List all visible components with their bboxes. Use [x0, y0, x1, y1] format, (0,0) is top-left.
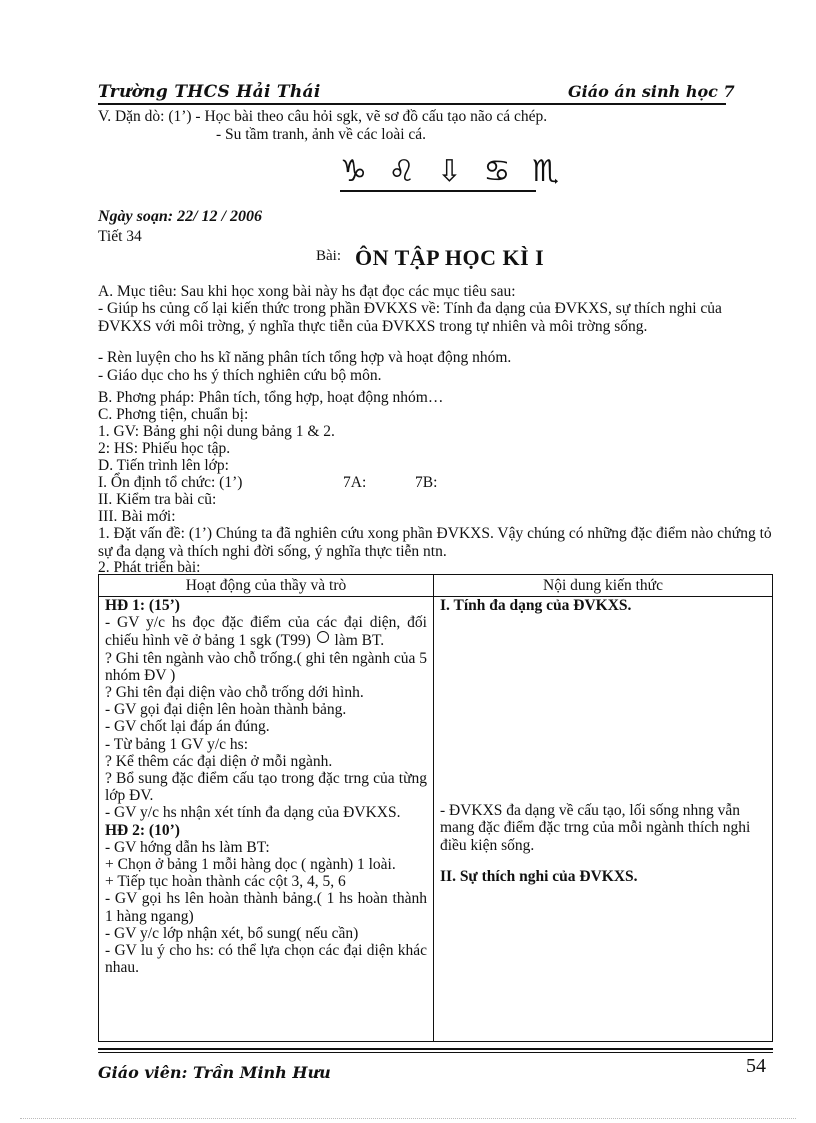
footer-divider	[98, 1048, 773, 1050]
content-heading-1: I. Tính đa dạng của ĐVKXS.	[440, 597, 632, 614]
activity-hd2-title: HĐ 2: (10’)	[105, 821, 180, 839]
list-item: - GV chốt lại đáp án đúng.	[105, 718, 270, 736]
objectives-heading: A. Mục tiêu: Sau khi học xong bài này hs đạt đọc các mục tiêu sau:	[98, 283, 516, 300]
objective-1: - Giúp hs củng cố lại kiến thức trong phần ĐVKXS về: Tính đa dạng của ĐVKXS, sự thích nghi của ĐVKXS với môi trờng, ý nghĩa thực tiễn của ĐVKXS trong tự nhiên và môi trờng sống.	[98, 300, 722, 335]
table-header-content: Nội dung kiến thức	[434, 575, 773, 597]
ornament-underline	[340, 190, 536, 192]
list-item: - Từ bảng 1 GV y/c hs:	[105, 735, 249, 753]
class-7a: 7A:	[343, 474, 367, 491]
title-label: Bài:	[316, 248, 341, 264]
page-number: 54	[746, 1055, 766, 1077]
content-cell	[434, 597, 773, 1042]
list-item: ? Bổ sung đặc điểm cấu tạo trong đặc trng của từng lớp ĐV.	[105, 770, 427, 805]
list-item: ? Ghi tên đại diện vào chỗ trống dới hình.	[105, 684, 364, 702]
table-header-row	[99, 575, 773, 597]
list-item: - GV y/c hs đọc đặc điểm của các đại diện, đối chiếu hình vẽ ở bảng 1 sgk (T99) làm BT.	[105, 614, 427, 650]
procedure-intro: 1. Đặt vấn đề: (1’) Chúng ta đã nghiên cứu xong phần ĐVKXS. Vậy chúng có những đặc điểm nào chứng tỏ sự đa dạng và thích nghi đời sống, ý nghĩa thực tiễn ntn.	[98, 525, 772, 560]
class-7b: 7B:	[415, 474, 438, 491]
circle-icon	[317, 631, 329, 643]
zodiac-ornament-icon: ♑ ♌ ⇩ ♋ ♏	[340, 154, 565, 189]
content-paragraph-1: - ĐVKXS đa dạng về cấu tạo, lối sống nhng vẫn mang đặc điểm đặc trng của mỗi ngành thích nghi điều kiện sống.	[440, 802, 751, 854]
activities-cell	[99, 597, 434, 1042]
prep-date: Ngày soạn: 22/ 12 / 2006	[98, 208, 262, 225]
activity-hd1-title: HĐ 1: (15’)	[105, 597, 180, 614]
footer-divider-thin	[98, 1052, 773, 1053]
list-item: ? Kể thêm các đại diện ở mỗi ngành.	[105, 752, 333, 770]
header-divider	[98, 103, 726, 105]
footer-teacher: Giáo viên: Trần Minh Hưu	[98, 1063, 331, 1082]
procedure-step-2: II. Kiểm tra bài cũ:	[98, 491, 217, 508]
list-item: - GV gọi hs lên hoàn thành bảng.( 1 hs hoàn thành 1 hàng ngang)	[105, 890, 427, 925]
list-item: + Tiếp tục hoàn thành các cột 3, 4, 5, 6	[105, 873, 346, 891]
objective-3: - Giáo dục cho hs ý thích nghiên cứu bộ môn.	[98, 367, 382, 384]
list-item: + Chọn ở bảng 1 mỗi hàng dọc ( ngành) 1 loài.	[105, 856, 396, 874]
procedure-heading: D. Tiến trình lên lớp:	[98, 457, 229, 474]
list-item: ? Ghi tên ngành vào chỗ trống.( ghi tên ngành của 5 nhóm ĐV )	[105, 649, 427, 684]
list-item: - GV y/c lớp nhận xét, bổ sung( nếu cần)	[105, 924, 359, 942]
header-school: Trường THCS Hải Thái	[98, 82, 321, 102]
table-row	[99, 597, 773, 1042]
procedure-develop: 2. Phát triển bài:	[98, 559, 201, 576]
procedure-step-3: III. Bài mới:	[98, 508, 176, 525]
procedure-step-1: I. Ổn định tổ chức: (1’)	[98, 474, 243, 491]
lesson-number: Tiết 34	[98, 228, 142, 245]
list-item: - GV gọi đại diện lên hoàn thành bảng.	[105, 701, 347, 719]
methods: B. Phơng pháp: Phân tích, tổng hợp, hoạt động nhóm…	[98, 389, 444, 406]
page-title: ÔN TẬP HỌC KÌ I	[355, 245, 545, 270]
table-header-activities: Hoạt động của thầy và trò	[99, 575, 434, 597]
content-heading-2: II. Sự thích nghi của ĐVKXS.	[440, 867, 638, 885]
list-item: - GV lu ý cho hs: có thể lựa chọn các đại diện khác nhau.	[105, 942, 427, 977]
homework-line-2: - Su tầm tranh, ảnh về các loài cá.	[216, 126, 427, 143]
lesson-table	[98, 574, 773, 1042]
means-heading: C. Phơng tiện, chuẩn bị:	[98, 406, 249, 423]
header-subject: Giáo án sinh học 7	[568, 82, 735, 101]
means-gv: 1. GV: Bảng ghi nội dung bảng 1 & 2.	[98, 423, 335, 440]
page-bottom-dots	[20, 1118, 796, 1119]
homework-line-1: V. Dặn dò: (1’) - Học bài theo câu hỏi sgk, vẽ sơ đồ cấu tạo não cá chép.	[98, 108, 548, 125]
list-item: - GV y/c hs nhận xét tính đa dạng của ĐVKXS.	[105, 804, 401, 822]
list-item: - GV hớng dẫn hs làm BT:	[105, 838, 270, 856]
means-hs: 2: HS: Phiếu học tập.	[98, 440, 231, 457]
objective-2: - Rèn luyện cho hs kĩ năng phân tích tổng hợp và hoạt động nhóm.	[98, 349, 512, 366]
